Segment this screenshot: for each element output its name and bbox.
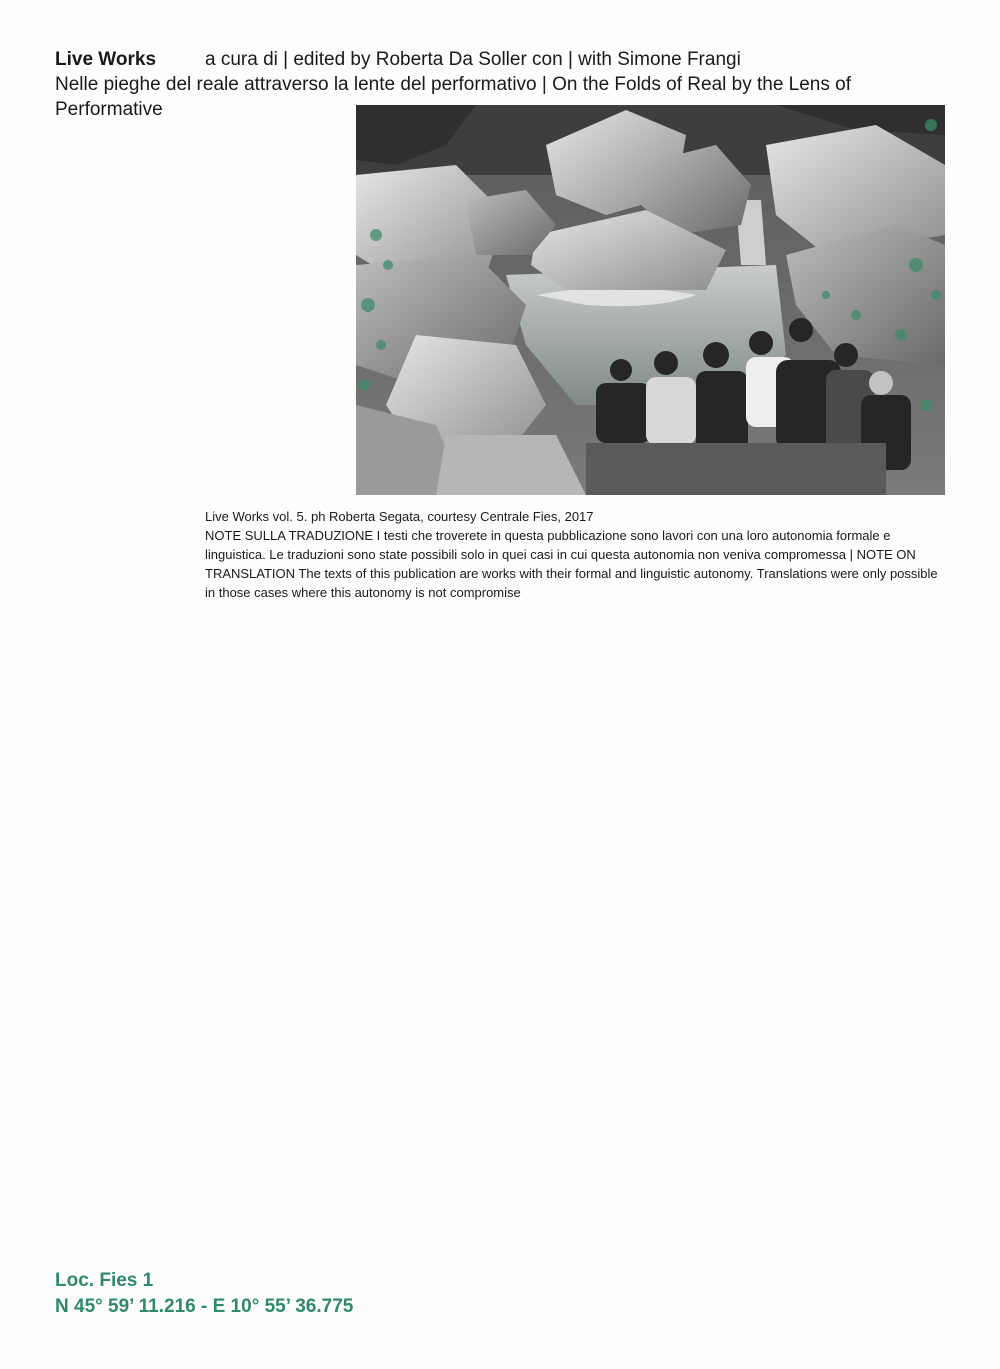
photo-credit: Live Works vol. 5. ph Roberta Segata, courtesy Centrale Fies, 2017	[205, 509, 594, 524]
location-address: Loc. Fies 1	[55, 1270, 154, 1291]
editors-credit: a cura di | edited by Roberta Da Soller con | with Simone Frangi	[205, 49, 741, 70]
photo-caption	[205, 507, 945, 602]
series-title: Live Works	[55, 49, 157, 70]
header-title-row	[55, 47, 945, 72]
location-coordinates: N 45° 59’ 11.216 - E 10° 55’ 36.775	[55, 1296, 354, 1317]
river-rocks-photo	[356, 105, 945, 495]
publication-subtitle: Nelle pieghe del reale attraverso la lente del performativo | On the Folds of Real by the Lens of Performative	[55, 74, 851, 120]
location-footer	[55, 1268, 353, 1320]
translation-note: NOTE SULLA TRADUZIONE I testi che troverete in questa pubblicazione sono lavori con una loro autonomia formale e linguistica. Le traduzioni sono state possibili solo in quei casi in cui questa autonomia non veniva compromessa | NOTE ON TRANSLATION The texts of this publication are works with their formal and linguistic autonomy. Translations were only possible in those cases where this autonomy is not compromise	[205, 528, 938, 600]
photo-illustration	[356, 105, 945, 495]
